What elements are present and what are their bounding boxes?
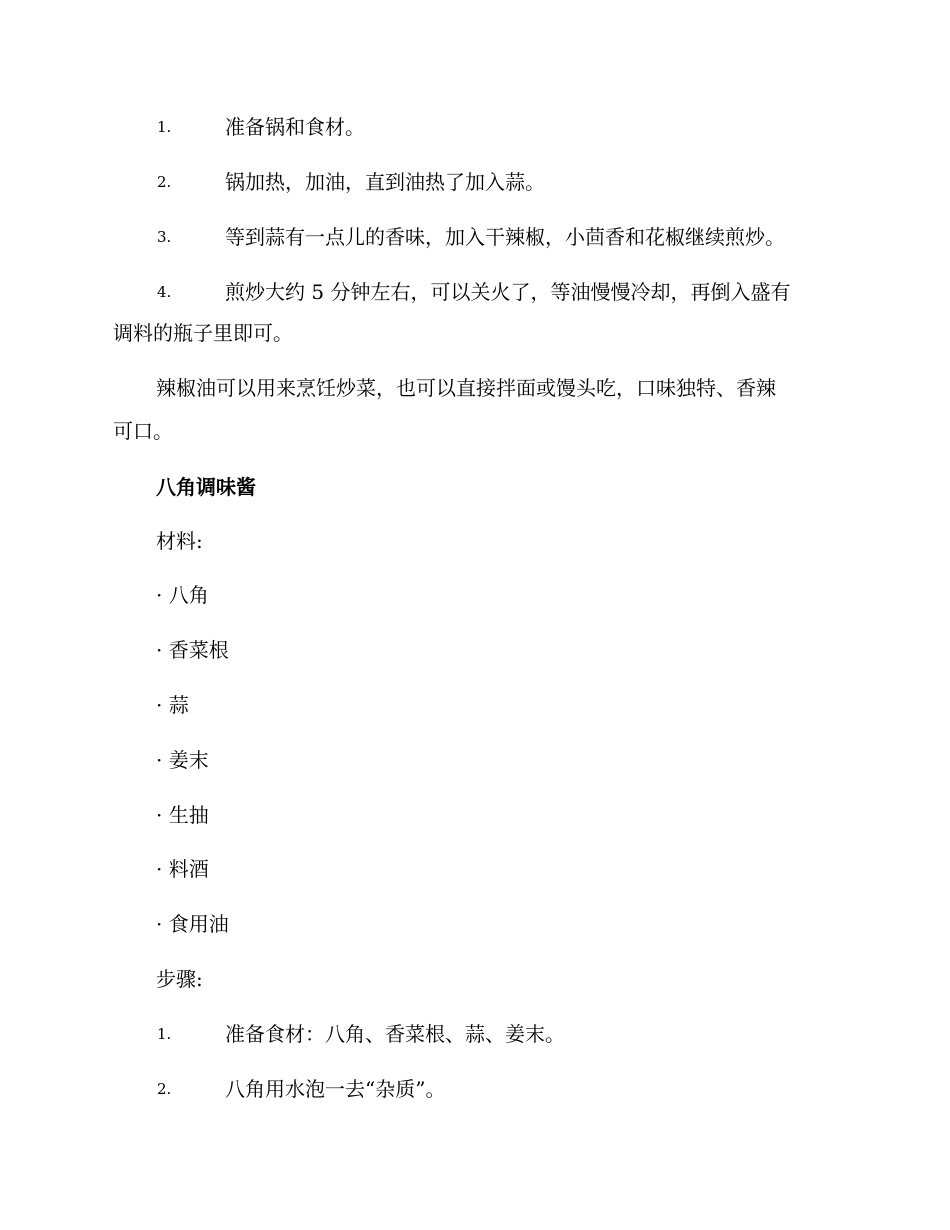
step-number: 4. (157, 283, 172, 301)
materials-label: 材料: (156, 529, 203, 553)
step-text: 准备锅和食材。 (225, 115, 365, 139)
material-item: · 生抽 (156, 803, 209, 827)
step-text: 准备食材：八角、香菜根、蒜、姜末。 (225, 1022, 565, 1046)
material-item: · 姜末 (156, 748, 209, 772)
material-item: · 八角 (156, 583, 209, 607)
step-number: 2. (157, 173, 172, 191)
step-number: 1. (157, 118, 172, 136)
material-item: · 蒜 (156, 693, 189, 717)
step-number: 2. (157, 1080, 172, 1098)
step-text: 煎炒大约 5 分钟左右，可以关火了，等油慢慢冷却，再倒入盛有 (225, 280, 791, 304)
step-number: 1. (157, 1025, 172, 1043)
step-text: 等到蒜有一点儿的香味，加入干辣椒，小茴香和花椒继续煎炒。 (225, 225, 785, 249)
step-number: 3. (157, 228, 172, 246)
material-item: · 料酒 (156, 857, 209, 881)
step-text-continuation: 调料的瓶子里即可。 (113, 321, 293, 345)
material-item: · 食用油 (156, 912, 229, 936)
material-item: · 香菜根 (156, 638, 229, 662)
note-paragraph-line: 辣椒油可以用来烹饪炒菜，也可以直接拌面或馒头吃，口味独特、香辣 (156, 376, 776, 400)
step-text: 八角用水泡一去“杂质”。 (225, 1077, 446, 1101)
steps-label: 步骤: (156, 967, 203, 991)
section-title: 八角调味酱 (156, 475, 256, 499)
step-text: 锅加热，加油，直到油热了加入蒜。 (225, 170, 545, 194)
note-paragraph-line: 可口。 (113, 419, 173, 443)
